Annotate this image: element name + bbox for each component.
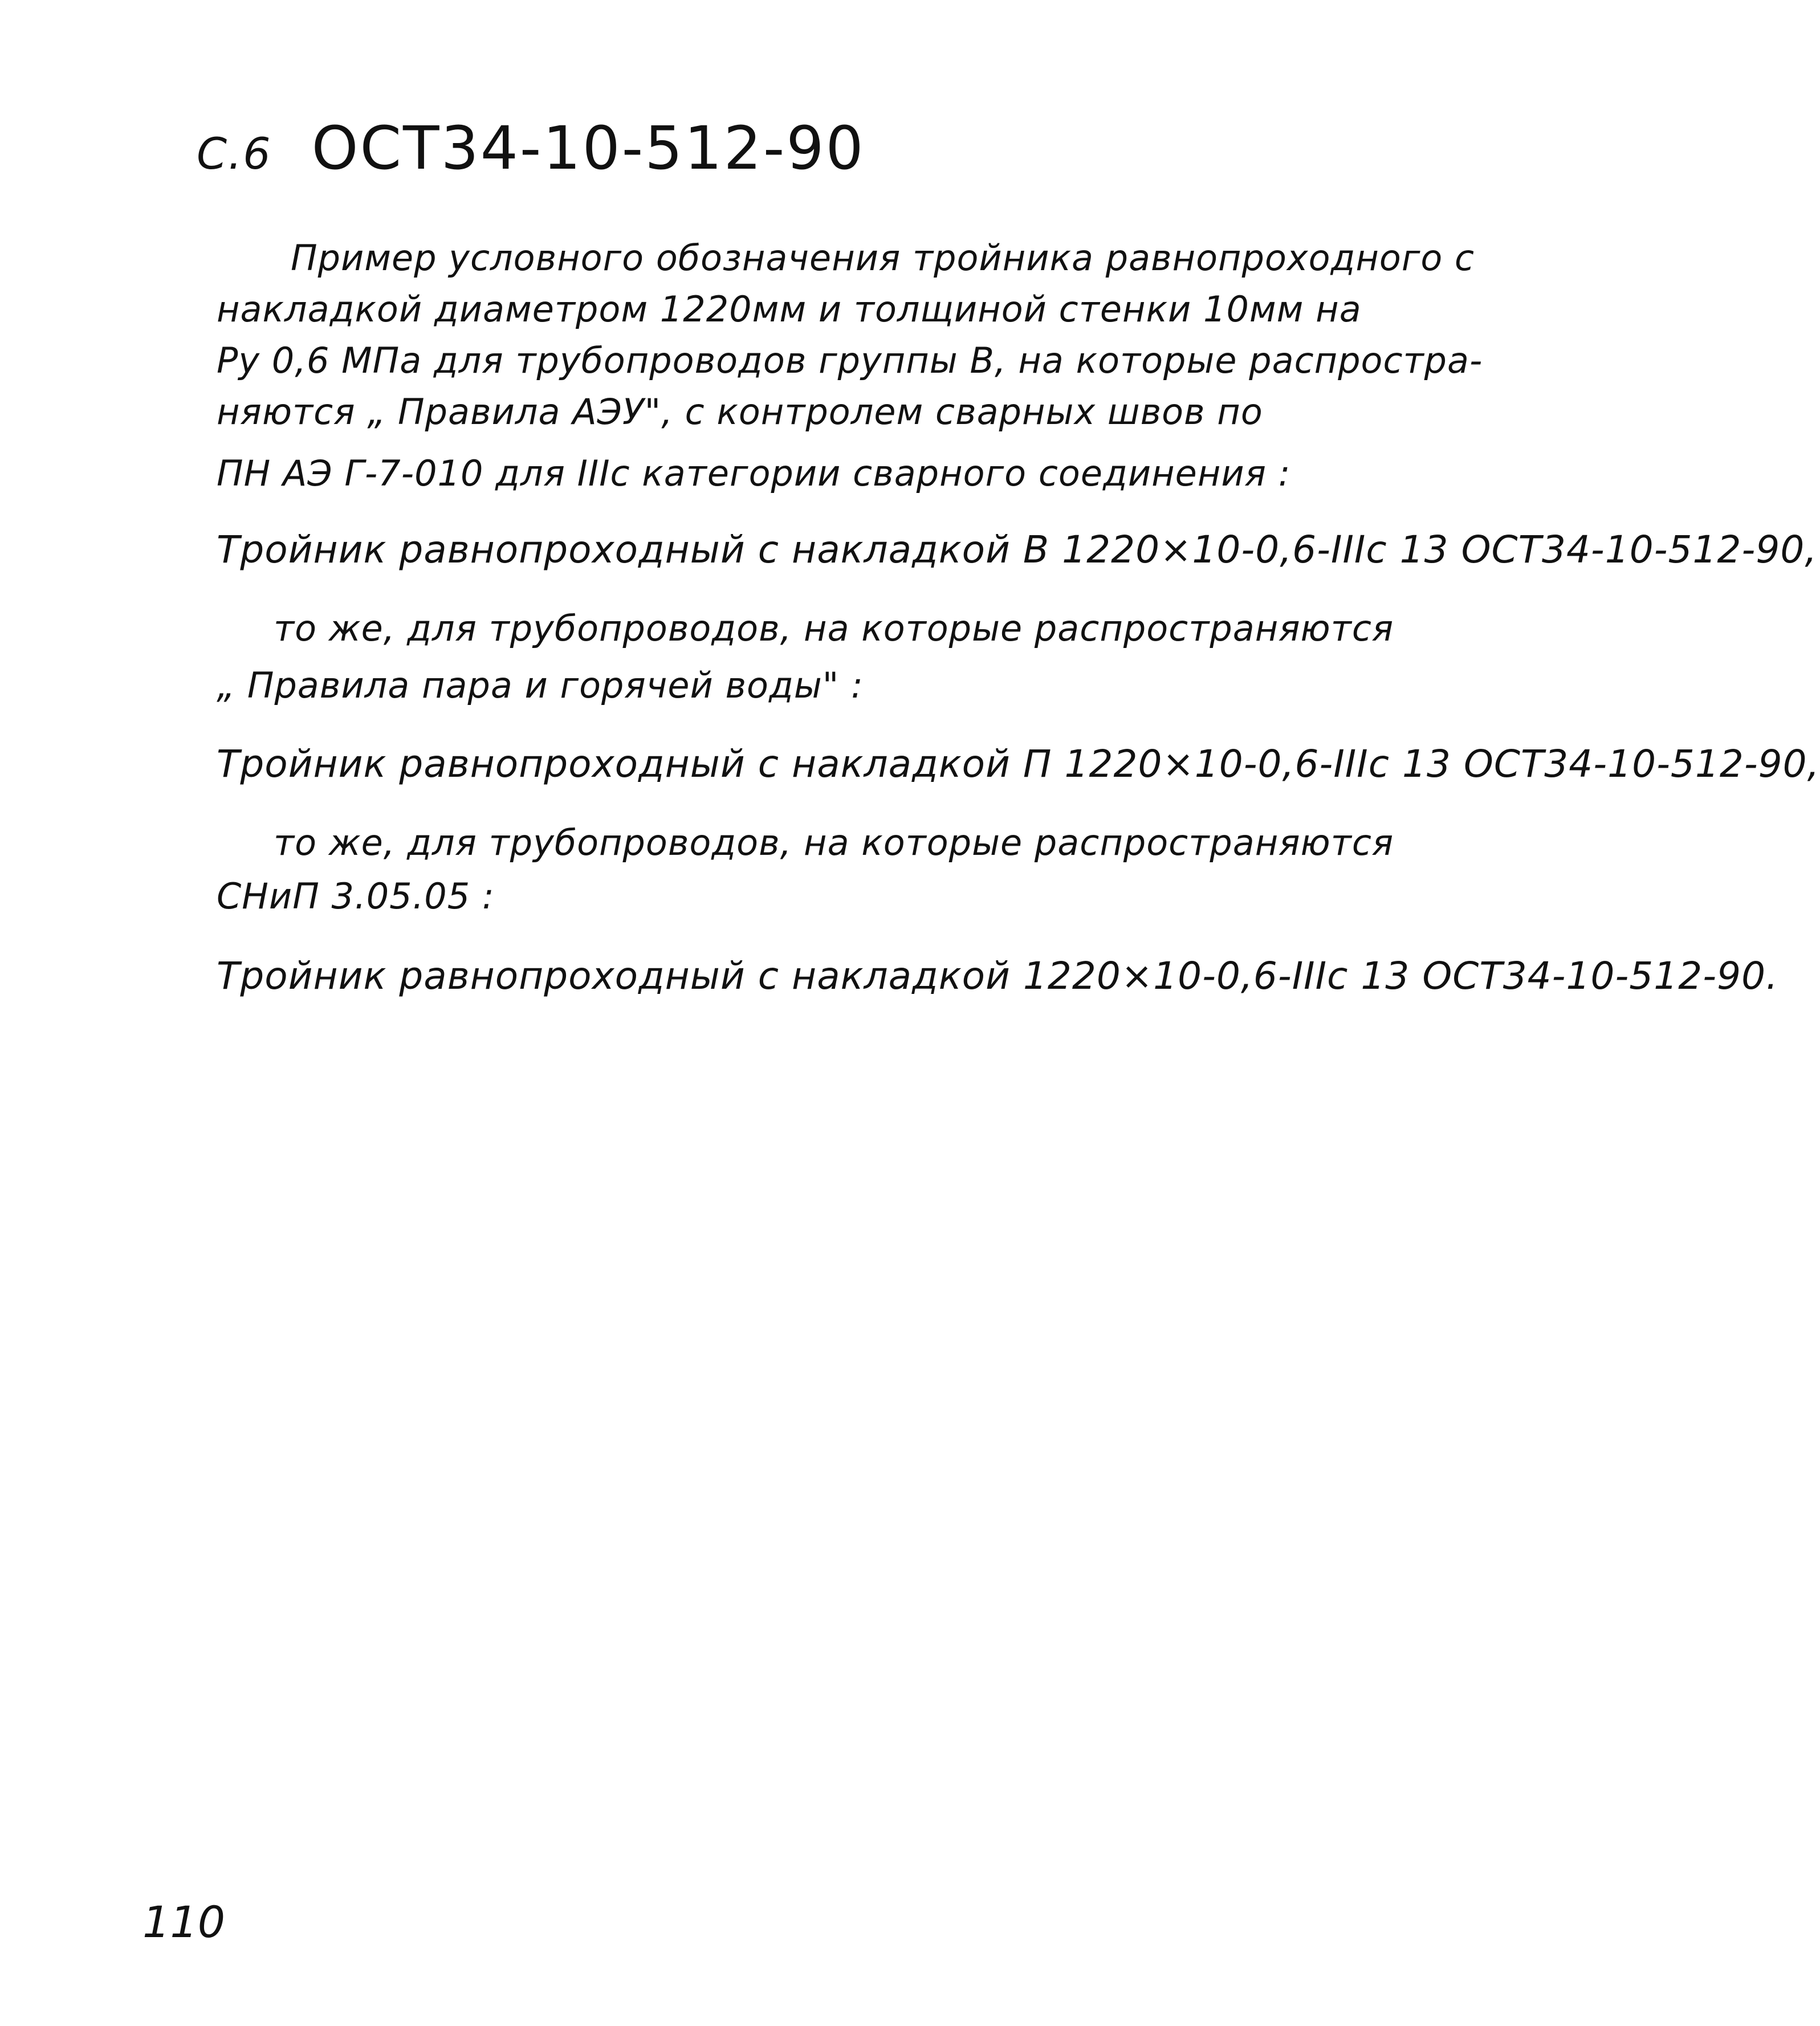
text-line-7: то же, для трубопроводов, на которые распространяются <box>274 608 1394 649</box>
text-line-1: Пример условного обозначения тройника равнопроходного с <box>291 237 1475 279</box>
text-line-8: „ Правила пара и горячей воды" : <box>217 665 864 706</box>
designation-example-2: Тройник равнопроходный с накладкой П 1220×10-0,6-IIIс 13 ОСТ34-10-512-90, <box>217 742 1820 786</box>
page-header <box>197 113 865 183</box>
text-line-5: ПН АЭ Г-7-010 для IIIс категории сварного соединения : <box>217 453 1291 494</box>
text-line-2: накладкой диаметром 1220мм и толщиной стенки 10мм на <box>217 288 1362 330</box>
text-line-10: то же, для трубопроводов, на которые распространяются <box>274 822 1394 863</box>
page-number: 110 <box>142 1897 226 1947</box>
text-line-4: няются „ Правила АЭУ", с контролем сварных швов по <box>217 391 1263 433</box>
text-line-11: СНиП 3.05.05 : <box>217 875 495 917</box>
text-line-3: Ру 0,6 МПа для трубопроводов группы В, на которые распростра- <box>217 340 1483 381</box>
designation-example-3: Тройник равнопроходный с накладкой 1220×10-0,6-IIIс 13 ОСТ34-10-512-90. <box>217 954 1779 998</box>
sheet-number: С.6 <box>197 128 272 179</box>
designation-example-1: Тройник равнопроходный с накладкой В 1220×10-0,6-IIIс 13 ОСТ34-10-512-90, <box>217 528 1818 572</box>
standard-code: ОСТ34-10-512-90 <box>311 113 865 183</box>
